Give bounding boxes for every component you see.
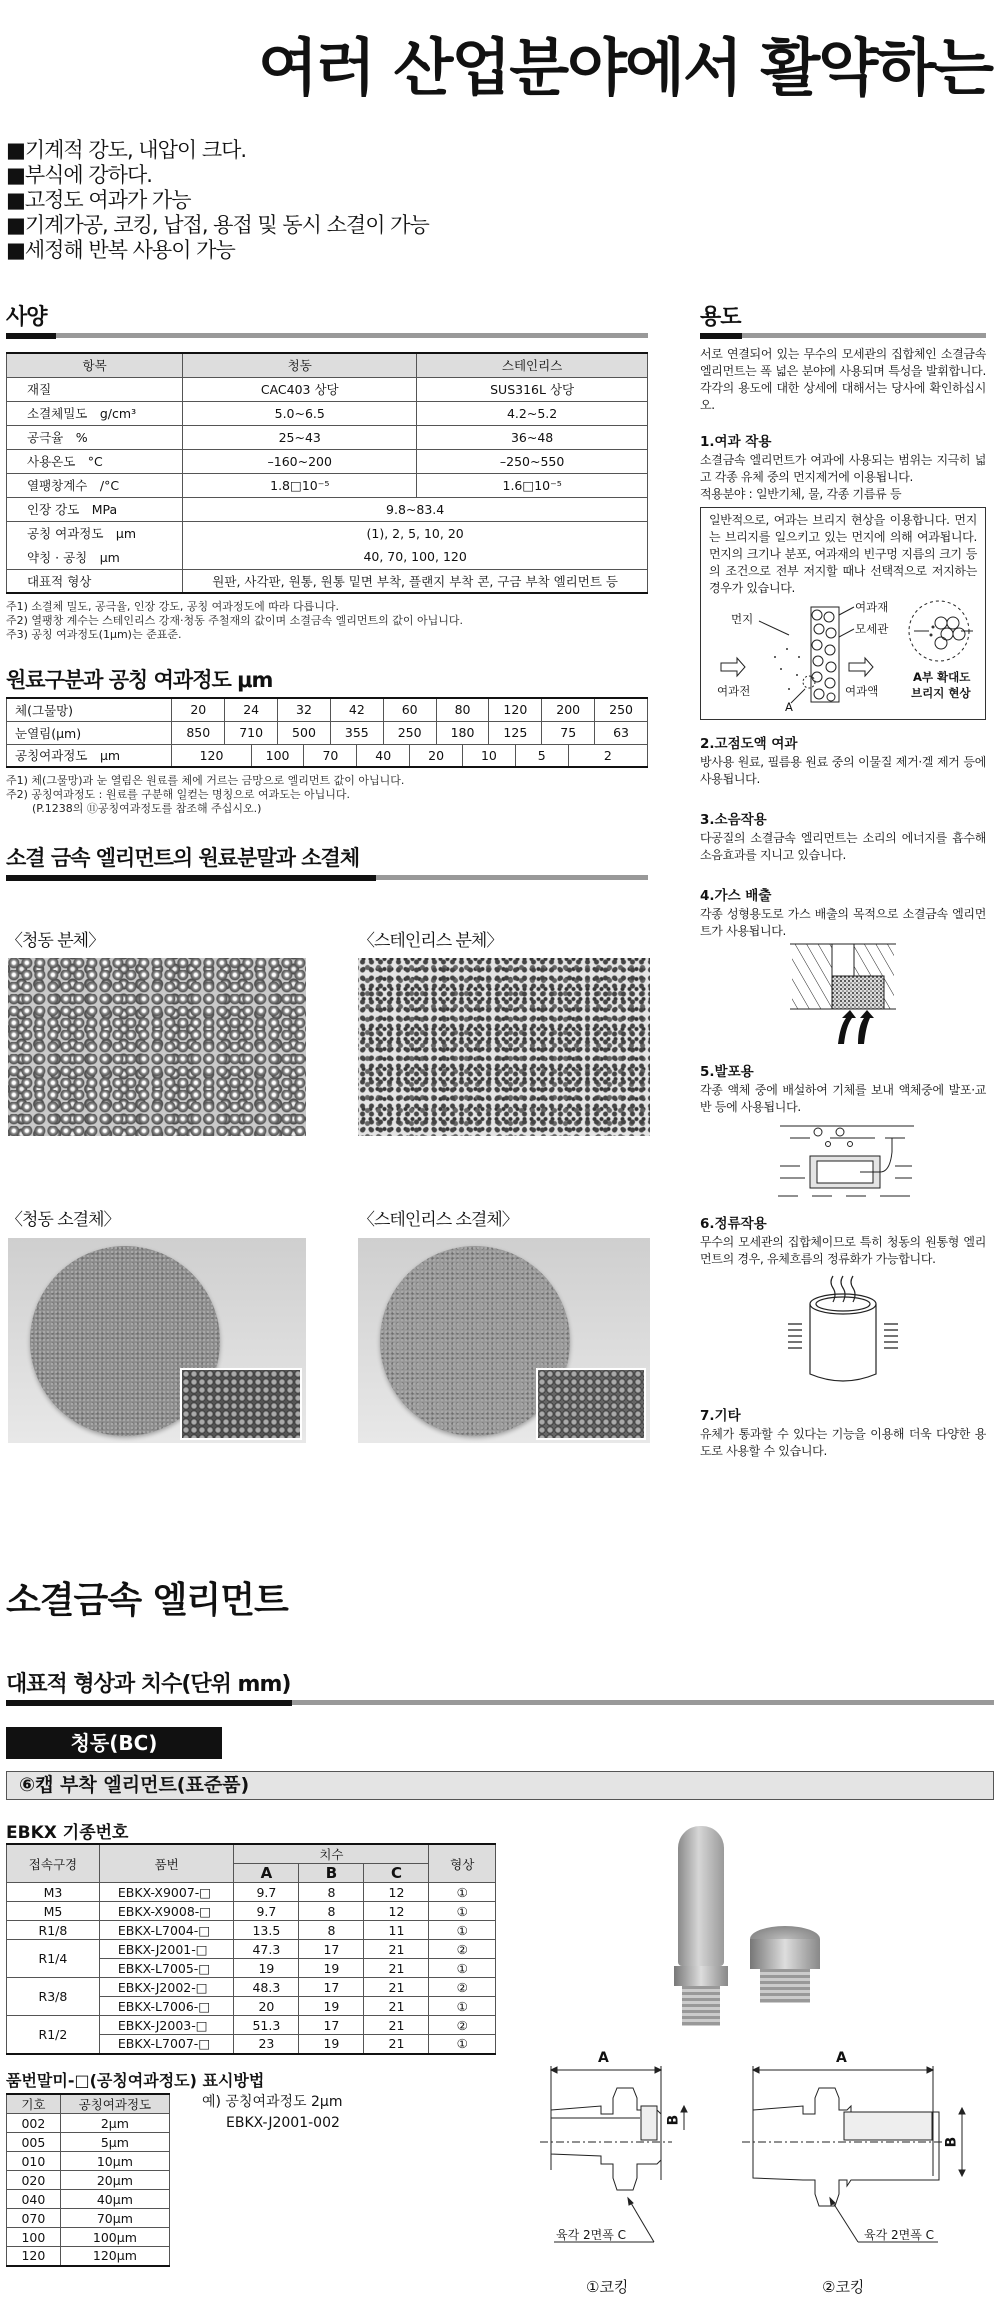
- diagram-label: A부 확대도: [913, 670, 971, 684]
- suffix-code: 120: [7, 2247, 61, 2266]
- divider: [6, 875, 648, 880]
- connection-size: M3: [7, 1883, 100, 1902]
- connection-size: R1/2: [7, 2016, 100, 2054]
- dim-b: 17: [299, 1940, 364, 1959]
- connection-size: M5: [7, 1902, 100, 1921]
- suffix-code: 020: [7, 2171, 61, 2190]
- cell: (1), 2, 5, 10, 20: [183, 521, 648, 545]
- row-label: 체(그물망): [7, 698, 172, 721]
- cell: 250: [595, 698, 648, 721]
- sintered-cylinder: [678, 1826, 724, 1966]
- diagram-label: 여과액: [845, 684, 879, 698]
- dimension-label-a: A: [836, 2050, 847, 2066]
- use-text: 방사용 원료, 필름용 원료 중의 이물질 제거·겔 제거 등에 사용됩니다.: [700, 755, 986, 786]
- feature-item: ■세정해 반복 사용이 가능: [6, 238, 235, 262]
- table-row: [7, 401, 648, 425]
- suffix-code: 100: [7, 2228, 61, 2247]
- shape-ref: ①: [429, 1997, 496, 2016]
- hex-width-label: 육각 2면폭 C: [864, 2228, 935, 2242]
- thread: [760, 1969, 810, 2003]
- row-label: 공극율 %: [7, 425, 183, 449]
- table-row: [7, 473, 648, 497]
- gas-vent-diagram: [700, 940, 986, 1052]
- box-text: 일반적으로, 여과는 브리지 현상을 이용합니다. 먼지는 브리지를 일으키고 있는 먼지에 의해 여과됩니다. 먼지의 크기나 분포, 여과재의 빈구멍 지름의 크기 등의 조건으로 전부 저지할 때나 선택적으로 저지하는 경우가 있습니다.: [709, 513, 977, 595]
- cell: 5.0~6.5: [183, 401, 417, 425]
- connection-size: R1/4: [7, 1940, 100, 1978]
- column-header: 형상: [429, 1844, 496, 1883]
- photo-label: 〈스테인리스 분체〉: [358, 931, 503, 951]
- use-text: 다공질의 소결금속 엘리먼트는 소리의 에너지를 흡수해 소음효과를 지니고 있습니다.: [700, 831, 986, 862]
- cell: 1.6□10⁻⁵: [417, 473, 648, 497]
- shape-ref: ①: [429, 1902, 496, 1921]
- closeup-inset: [180, 1368, 302, 1440]
- bronze-sintered-photo: [8, 1238, 306, 1443]
- shape-ref: ①: [429, 1883, 496, 1902]
- table-row: [7, 1978, 496, 1997]
- dim-c: 11: [364, 1921, 429, 1940]
- column-header: 품번: [99, 1844, 233, 1883]
- example-part: EBKX-J2001-002: [226, 2115, 340, 2131]
- suffix-code: 070: [7, 2209, 61, 2228]
- page-title: 여러 산업분야에서 활약하는: [258, 31, 992, 104]
- column-header: 접속구경: [7, 1844, 100, 1883]
- use-text: 각종 액체 중에 배설하여 기체를 보내 액체중에 발포·교반 등에 사용됩니다.: [700, 1083, 986, 1114]
- cell: –160~200: [183, 449, 417, 473]
- dim-c: 21: [364, 1959, 429, 1978]
- row-label: 인장 강도 MPa: [7, 497, 183, 521]
- dimension-label-b: B: [943, 2136, 960, 2148]
- dim-a: 13.5: [234, 1921, 299, 1940]
- bridge-explanation-box: [700, 507, 986, 720]
- suffix-table: [6, 2093, 170, 2267]
- shape-ref: ②: [429, 2016, 496, 2035]
- hex-nut: [750, 1939, 820, 1969]
- table-row: [7, 449, 648, 473]
- material-badge: 청동(BC): [6, 1727, 222, 1759]
- suffix-heading: 품번말미-□(공칭여과정도) 표시방법: [6, 2071, 265, 2090]
- note: 주1) 소결체 밀도, 공극율, 인장 강도, 공칭 여과정도에 따라 다릅니다.: [6, 600, 340, 613]
- part-number: EBKX-L7006-□: [99, 1997, 233, 2016]
- diagram-label: 모세관: [855, 622, 889, 636]
- row-label: 사용온도 °C: [7, 449, 183, 473]
- table-row: [7, 2016, 496, 2035]
- uses-section: [700, 300, 986, 1460]
- part-number: EBKX-J2001-□: [99, 1940, 233, 1959]
- column-header: B: [299, 1864, 364, 1883]
- use-title: 2.고점도액 여과: [700, 736, 798, 752]
- column-header: 기호: [7, 2094, 61, 2114]
- divider: [700, 333, 986, 338]
- cell: 24: [225, 698, 278, 721]
- feature-list: [6, 138, 429, 263]
- use-title: 3.소음작용: [700, 812, 767, 828]
- table-row: [7, 2133, 170, 2152]
- category-bar: ⑥캡 부착 엘리먼트(표준품): [6, 1771, 994, 1800]
- dim-b: 8: [299, 1902, 364, 1921]
- table-row: [7, 2114, 170, 2133]
- flow-straightening-diagram: [700, 1274, 986, 1392]
- dim-c: 21: [364, 1997, 429, 2016]
- cell: SUS316L 상당: [417, 377, 648, 401]
- part-number: EBKX-X9008-□: [99, 1902, 233, 1921]
- diagram-label: 여과전: [717, 684, 751, 698]
- divider: [6, 1700, 994, 1705]
- photos-section: [6, 842, 648, 880]
- column-header: 스테인리스: [417, 353, 648, 377]
- shape-ref: ②: [429, 1940, 496, 1959]
- cell: 250: [383, 721, 436, 744]
- feature-item: ■부식에 강하다.: [6, 163, 152, 187]
- shape-ref: ①: [429, 1921, 496, 1940]
- dim-a: 23: [234, 2035, 299, 2054]
- suffix-code: 040: [7, 2190, 61, 2209]
- spec-section: [6, 300, 648, 642]
- dim-b: 8: [299, 1921, 364, 1940]
- dim-a: 9.7: [234, 1902, 299, 1921]
- cell: 125: [489, 721, 542, 744]
- column-header: 공칭여과정도: [60, 2094, 169, 2114]
- drawing-graphic: [520, 2020, 1000, 2304]
- dim-c: 21: [364, 2035, 429, 2054]
- filtration-grade: 120μm: [60, 2247, 169, 2266]
- cell: 2: [568, 744, 647, 767]
- dim-b: 8: [299, 1883, 364, 1902]
- table-row: [7, 744, 648, 767]
- table-row: [7, 497, 648, 521]
- filtration-grade: 70μm: [60, 2209, 169, 2228]
- cell: –250~550: [417, 449, 648, 473]
- dim-a: 51.3: [234, 2016, 299, 2035]
- cell: 20: [172, 698, 225, 721]
- photo-label: 〈스테인리스 소결체〉: [358, 1210, 518, 1230]
- cell: 850: [172, 721, 225, 744]
- table-row: [7, 1883, 496, 1902]
- uses-intro: 서로 연결되어 있는 무수의 모세관의 집합체인 소결금속 엘리먼트는 폭 넓은 분야에 사용되며 특성을 발휘합니다. 각각의 용도에 대한 상세에 대해서는 당사에 확인하십시오.: [700, 347, 986, 412]
- dim-b: 17: [299, 1978, 364, 1997]
- table-row: [7, 545, 648, 569]
- cell: 500: [278, 721, 331, 744]
- product-title: 소결금속 엘리먼트: [6, 1580, 288, 1621]
- bronze-powder-photo: [8, 958, 306, 1136]
- dim-b: 17: [299, 2016, 364, 2035]
- cell: 355: [330, 721, 383, 744]
- note: 주1) 체(그물망)과 눈 열림은 원료를 체에 거르는 금망으로 엘리먼트 값이 아닙니다.: [6, 774, 405, 787]
- shape-ref: ①: [429, 1959, 496, 1978]
- cell: 63: [595, 721, 648, 744]
- table-row: [7, 1940, 496, 1959]
- cell: 75: [542, 721, 595, 744]
- row-label: 공칭 여과정도 μm: [7, 521, 183, 545]
- dimension-drawings: [520, 2020, 1000, 2304]
- table-row: [7, 2190, 170, 2209]
- suffix-example: [202, 2092, 342, 2134]
- part-number: EBKX-L7007-□: [99, 2035, 233, 2054]
- feature-item: ■기계적 강도, 내압이 크다.: [6, 138, 247, 162]
- use-title: 5.발포용: [700, 1064, 754, 1080]
- cell: 120: [172, 744, 251, 767]
- product-subheading: 대표적 형상과 치수(단위 mm): [6, 1672, 291, 1697]
- foaming-diagram: [700, 1116, 986, 1202]
- part-number: EBKX-J2003-□: [99, 2016, 233, 2035]
- dim-a: 47.3: [234, 1940, 299, 1959]
- table-row: [7, 1921, 496, 1940]
- product-section: [6, 1572, 994, 2055]
- dimension-label-a: A: [598, 2050, 609, 2066]
- filtration-grade: 20μm: [60, 2171, 169, 2190]
- dim-a: 9.7: [234, 1883, 299, 1902]
- table-row: [7, 698, 648, 721]
- table-row: [7, 2171, 170, 2190]
- dim-c: 12: [364, 1883, 429, 1902]
- row-label: 공칭여과정도 μm: [7, 744, 172, 767]
- column-header: 청동: [183, 353, 417, 377]
- cell: 20: [410, 744, 463, 767]
- use-title: 7.기타: [700, 1408, 741, 1424]
- dim-c: 21: [364, 2016, 429, 2035]
- table-row: [7, 2228, 170, 2247]
- row-label: 소결체밀도 g/cm³: [7, 401, 183, 425]
- spec-notes: [6, 600, 648, 642]
- cell: 80: [436, 698, 489, 721]
- cell: 60: [383, 698, 436, 721]
- part-number: EBKX-J2002-□: [99, 1978, 233, 1997]
- row-label: 약칭 · 공칭 μm: [7, 545, 183, 569]
- dim-b: 19: [299, 1959, 364, 1978]
- note: 주2) 열팽창 계수는 스테인리스 강재·청동 주철재의 값이며 소결금속 엘리먼트의 값이 아닙니다.: [6, 614, 464, 627]
- dim-b: 19: [299, 1997, 364, 2016]
- dim-a: 48.3: [234, 1978, 299, 1997]
- cell: 70: [304, 744, 357, 767]
- cell: 42: [330, 698, 383, 721]
- cell: 180: [436, 721, 489, 744]
- feature-item: ■기계가공, 코킹, 납접, 용접 및 동시 소결이 가능: [6, 213, 429, 237]
- shape-ref: ①: [429, 2035, 496, 2054]
- dim-b: 19: [299, 2035, 364, 2054]
- diagram-label: 여과재: [855, 600, 889, 614]
- row-label: 눈열림(μm): [7, 721, 172, 744]
- cell: 4.2~5.2: [417, 401, 648, 425]
- model-table: [6, 1843, 496, 2055]
- cell: 5: [515, 744, 568, 767]
- closeup-inset: [536, 1368, 646, 1440]
- mesh-heading: 원료구분과 공칭 여과정도 μm: [6, 668, 273, 692]
- model-heading: EBKX 기종번호: [6, 1823, 129, 1843]
- hex-width-label: 육각 2면폭 C: [556, 2228, 627, 2242]
- table-row: [7, 521, 648, 545]
- filtration-grade: 5μm: [60, 2133, 169, 2152]
- suffix-code: 002: [7, 2114, 61, 2133]
- use-title: 4.가스 배출: [700, 888, 772, 904]
- part-number: EBKX-X9007-□: [99, 1883, 233, 1902]
- row-label: 재질: [7, 377, 183, 401]
- table-row: [7, 1902, 496, 1921]
- column-header: A: [234, 1864, 299, 1883]
- diagram-label: 먼지: [731, 612, 754, 626]
- column-header: C: [364, 1864, 429, 1883]
- use-field: 적용분야 : 일반기체, 물, 각종 기름류 등: [700, 487, 902, 501]
- connection-size: R1/8: [7, 1921, 100, 1940]
- filter-diagram: [709, 597, 977, 715]
- drawing-caption: ②코킹: [822, 2278, 865, 2296]
- cell: 32: [278, 698, 331, 721]
- divider: [6, 333, 648, 338]
- mesh-notes: [6, 774, 648, 816]
- example-label: 예) 공칭여과정도 2μm: [202, 2094, 343, 2110]
- photos-heading: 소결 금속 엘리먼트의 원료분말과 소결체: [6, 846, 360, 870]
- table-row: [7, 2209, 170, 2228]
- dim-a: 19: [234, 1959, 299, 1978]
- suffix-code: 010: [7, 2152, 61, 2171]
- cell: 10: [463, 744, 516, 767]
- cell: 200: [542, 698, 595, 721]
- use-text: 무수의 모세관의 집합체이므로 특히 청동의 원통형 엘리먼트의 경우, 유체흐름의 정류화가 가능합니다.: [700, 1235, 986, 1266]
- cell: 36~48: [417, 425, 648, 449]
- note: 주2) 공칭여과정도 : 원료를 구분해 일컫는 명칭으로 여과도는 아닙니다.: [6, 788, 350, 801]
- product-photo: [670, 1826, 830, 2036]
- uses-heading: 용도: [700, 305, 741, 330]
- table-row: [7, 721, 648, 744]
- cell: 100: [251, 744, 304, 767]
- use-text: 유체가 통과할 수 있다는 기능을 이용해 더욱 다양한 용도로 사용할 수 있습니다.: [700, 1427, 986, 1458]
- cell: 710: [225, 721, 278, 744]
- filtration-grade: 2μm: [60, 2114, 169, 2133]
- row-label: 열팽창계수 /°C: [7, 473, 183, 497]
- cell: 120: [489, 698, 542, 721]
- diagram-label: A: [785, 700, 793, 714]
- cell: 40, 70, 100, 120: [183, 545, 648, 569]
- filtration-grade: 100μm: [60, 2228, 169, 2247]
- drawing-caption: ①코킹: [586, 2278, 629, 2296]
- dim-c: 21: [364, 1978, 429, 1997]
- cell: 25~43: [183, 425, 417, 449]
- hex-nut: [674, 1966, 728, 1986]
- cell: 원판, 사각판, 원통, 원통 밑면 부착, 플랜지 부착 콘, 구금 부착 엘리먼트 등: [183, 569, 648, 593]
- dim-a: 20: [234, 1997, 299, 2016]
- shape-ref: ②: [429, 1978, 496, 1997]
- suffix-code: 005: [7, 2133, 61, 2152]
- spec-heading: 사양: [6, 305, 47, 330]
- part-number: EBKX-L7005-□: [99, 1959, 233, 1978]
- table-row: [7, 377, 648, 401]
- stainless-powder-photo: [358, 958, 650, 1136]
- diagram-label: 브리지 현상: [911, 686, 971, 700]
- table-row: [7, 2152, 170, 2171]
- use-title: 6.정류작용: [700, 1216, 767, 1232]
- mesh-section: [6, 664, 648, 816]
- cell: 9.8~83.4: [183, 497, 648, 521]
- connection-size: R3/8: [7, 1978, 100, 2016]
- dim-c: 21: [364, 1940, 429, 1959]
- column-header: 항목: [7, 353, 183, 377]
- photo-label: 〈청동 분체〉: [6, 931, 105, 951]
- mesh-table: [6, 697, 648, 768]
- use-text: 각종 성형용도로 가스 배출의 목적으로 소결금속 엘리먼트가 사용됩니다.: [700, 907, 986, 938]
- dim-c: 12: [364, 1902, 429, 1921]
- note: 주3) 공칭 여과정도(1μm)는 준표준.: [6, 628, 182, 641]
- spec-table: [6, 352, 648, 594]
- table-row: [7, 425, 648, 449]
- cell: 40: [357, 744, 410, 767]
- table-row: [7, 2247, 170, 2266]
- table-row: [7, 569, 648, 593]
- filtration-grade: 40μm: [60, 2190, 169, 2209]
- stainless-sintered-photo: [358, 1238, 650, 1443]
- feature-item: ■고정도 여과가 가능: [6, 188, 191, 212]
- use-title: 1.여과 작용: [700, 434, 772, 450]
- cell: 1.8□10⁻⁵: [183, 473, 417, 497]
- row-label: 대표적 형상: [7, 569, 183, 593]
- cell: CAC403 상당: [183, 377, 417, 401]
- column-header: 치수: [234, 1844, 429, 1864]
- use-text: 소결금속 엘리먼트가 여과에 사용되는 범위는 지극히 넓고 각종 유체 중의 먼지제거에 이용됩니다.: [700, 453, 986, 484]
- dimension-label-b: B: [665, 2114, 682, 2126]
- filtration-grade: 10μm: [60, 2152, 169, 2171]
- note: (P.1238의 ⑪공칭여과정도를 참조해 주십시오.): [32, 802, 262, 815]
- photo-label: 〈청동 소결체〉: [6, 1210, 120, 1230]
- part-number: EBKX-L7004-□: [99, 1921, 233, 1940]
